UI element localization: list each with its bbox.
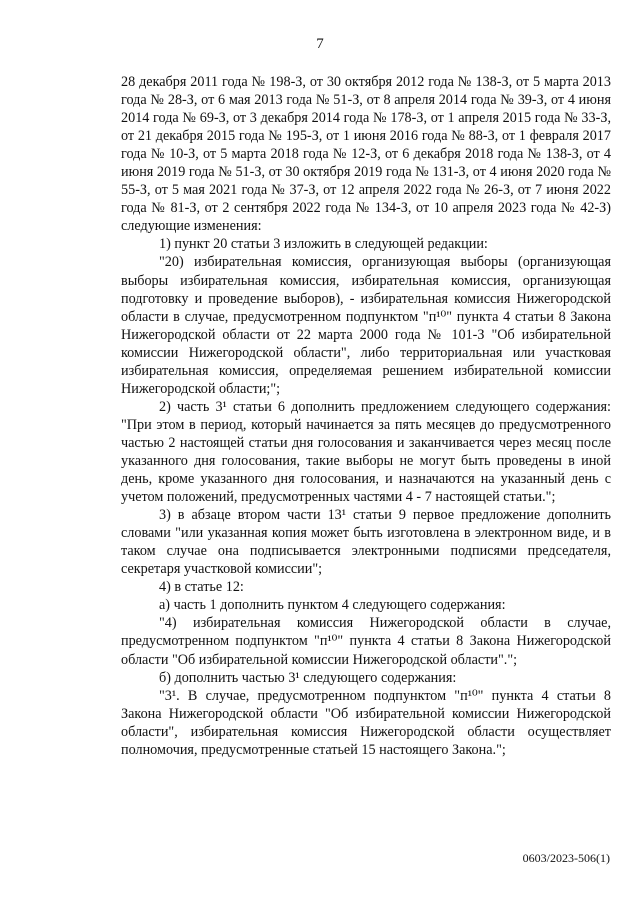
paragraph: 3) в абзаце втором части 13¹ статьи 9 первое предложение дополнить словами "или указанная копия может быть изготовлена в электронном виде, и в таком случае она подписывается электронными подписями председателя, секретаря участковой комиссии"; bbox=[121, 507, 611, 578]
paragraph: 2) часть 3¹ статьи 6 дополнить предложением следующего содержания: "При этом в период, который начинается за пять месяцев до предусмотренного частью 2 настоящей статьи дня голосования и заканчивается через месяц после указанного дня голосования, такие выборы не могут быть проведены в иной день, кроме указанного дня голосования, и назначаются на указанный день с учетом положений, предусмотренных частями 4 - 7 настоящей статьи."; bbox=[121, 398, 611, 506]
page-number: 7 bbox=[316, 36, 324, 52]
document-body bbox=[121, 73, 611, 759]
document-code: 0603/2023-506(1) bbox=[522, 851, 610, 865]
paragraph: 4) в статье 12: bbox=[159, 579, 244, 596]
paragraph: б) дополнить частью 3¹ следующего содержания: bbox=[159, 669, 457, 686]
paragraph: а) часть 1 дополнить пунктом 4 следующего содержания: bbox=[159, 597, 506, 614]
paragraph: "4) избирательная комиссия Нижегородской области в случае, предусмотренном подпунктом "п¹⁰" пункта 4 статьи 8 Закона Нижегородской области "Об избирательной комиссии Нижегородской области"."; bbox=[121, 615, 611, 668]
paragraph: "20) избирательная комиссия, организующая выборы (организующая выборы избирательная комиссия, избирательная комиссия, организующая подготовку и проведение выборов), - избирательная комиссия Нижегородской области в случае, предусмотренном подпунктом "п¹⁰" пункта 4 статьи 8 Закона Нижегородской области от 22 марта 2000 года № 101-З "Об избирательной комиссии Нижегородской области", либо территориальная или участковая избирательная комиссия, определяемая решением избирательной комиссии Нижегородской области;"; bbox=[121, 254, 611, 397]
paragraph: "3¹. В случае, предусмотренном подпунктом "п¹⁰" пункта 4 статьи 8 Закона Нижегородской области "Об избирательной комиссии Нижегородской области", избирательная комиссия Нижегородской области осуществляет полномочия, предусмотренные статьей 15 настоящего Закона."; bbox=[121, 687, 611, 758]
paragraph: 1) пункт 20 статьи 3 изложить в следующей редакции: bbox=[159, 236, 488, 253]
paragraph: 28 декабря 2011 года № 198-З, от 30 октября 2012 года № 138-З, от 5 марта 2013 года № 28-З, от 6 мая 2013 года № 51-З, от 8 апреля 2014 года № 39-З, от 4 июня 2014 года № 69-З, от 3 декабря 2014 года № 178-З, от 1 апреля 2015 года № 33-З, от 21 декабря 2015 года № 195-З, от 1 июня 2016 года № 88-З, от 1 февраля 2017 года № 10-З, от 5 марта 2018 года № 12-З, от 6 декабря 2018 года № 138-З, от 4 июня 2019 года № 51-З, от 30 октября 2019 года № 131-З, от 4 июня 2020 года № 55-З, от 5 мая 2021 года № 37-З, от 12 апреля 2022 года № 26-З, от 7 июня 2022 года № 81-З, от 2 сентября 2022 года № 134-З, от 10 апреля 2023 года № 42-З) следующие изменения: bbox=[121, 74, 611, 235]
